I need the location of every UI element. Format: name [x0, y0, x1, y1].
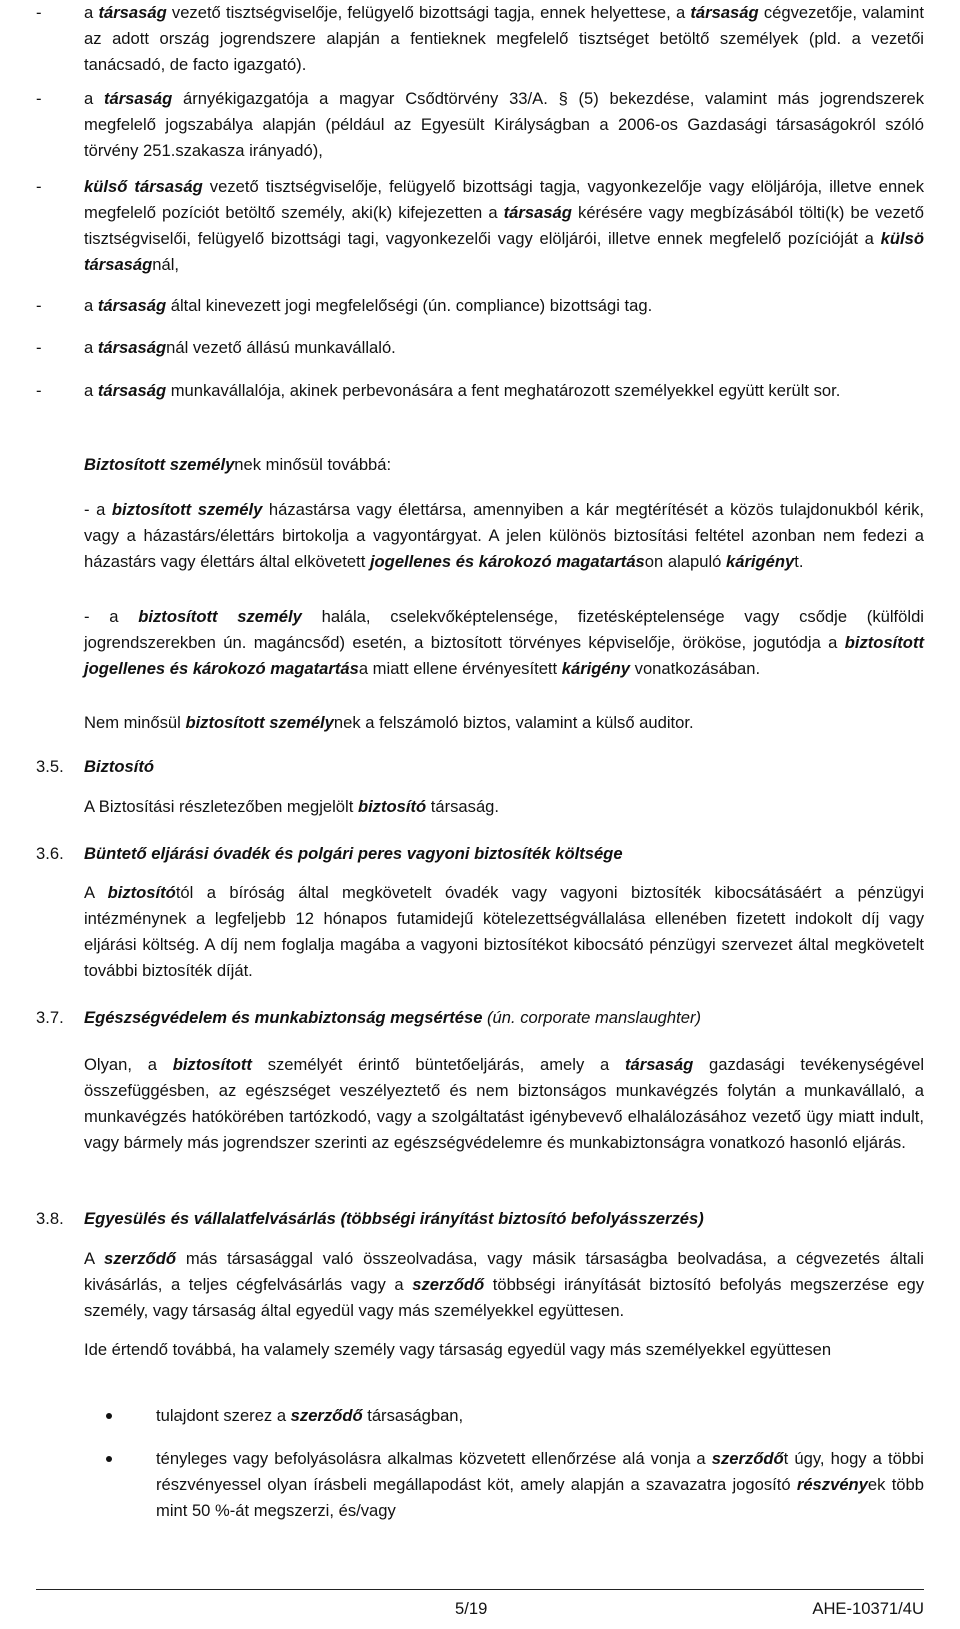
insured-paragraph	[84, 497, 924, 575]
emphasized-term: biztosított jogellenes és károkozó magatartás	[84, 633, 924, 678]
text-run: gazdasági tevékenységével összefüggésben, az egészséget veszélyeztető és nem biztonságos munkavégzés folytán a munkavállaló, a munkavégzés hatókörében tartózkodó, vagy a szolgáltatást igénybevevő elhalálozásához vezető ügy miatt indult, vagy bármely más jogrendszer szerinti az egészségvédelemre és munkabiztonságra vonatkozó hasonló eljárás.	[84, 1055, 925, 1152]
text-run: nek minősül továbbá:	[234, 455, 392, 474]
text-run: A	[84, 883, 108, 902]
text-run: a	[84, 381, 98, 400]
text-run: vezető tisztségviselője, felügyelő bizottsági tagja, ennek helyettese, a	[166, 3, 691, 22]
emphasized-term: Biztosító	[84, 757, 155, 776]
section-number: 3.7.	[36, 1008, 64, 1027]
section-number: 3.8.	[36, 1209, 64, 1228]
text-run: nál,	[152, 255, 180, 274]
section-body	[84, 1246, 924, 1324]
text-run: tényleges vagy befolyásolásra alkalmas közvetett ellenőrzése alá vonja a	[156, 1449, 712, 1468]
text-run: társaságban,	[362, 1406, 464, 1425]
emphasized-term: társaság	[503, 203, 572, 222]
dash-marker: -	[36, 338, 42, 357]
text-run: tól a bíróság által megkövetelt óvadék vagy vagyoni biztosíték kibocsátásáért a pénzügyi intézménynek a legfeljebb 12 hónapos futamidejű kötelezettségvállalása ellenében fizetett indokolt díj vagy eljárási költség. A díj nem foglalja magába a vagyoni biztosítékot kibocsátó pénzügyi szervezet által megkövetelt további biztosíték díját.	[84, 883, 925, 980]
emphasized-term: biztosított	[172, 1055, 252, 1074]
text-run: cégvezetője, valamint az adott ország jogrendszere alapján a fentieknek megfelelő tisztséget betöltő személyek (pld. a vezetői tanácsadó, de facto igazgató).	[84, 3, 925, 74]
text-run: A Biztosítási részletezőben megjelölt	[84, 797, 358, 816]
section-title	[84, 841, 623, 867]
dash-marker: -	[36, 3, 42, 22]
document-reference: AHE-10371/4U	[812, 1599, 924, 1618]
section-number: 3.6.	[36, 844, 64, 863]
text-run: - a	[84, 500, 112, 519]
text-run: házastársa vagy élettársa, amennyiben a kár megtérítését a közös tulajdonukból kérik, vagy a házastárs/élettárs birtokolja a vagyontárgyat. A jelen különös biztosítási feltétel azonban nem fedezi a házastárs vagy élettárs által elkövetett	[84, 500, 924, 571]
text-run: személyét érintő büntetőeljárás, amely a	[251, 1055, 625, 1074]
emphasized-term: biztosított személy	[138, 607, 302, 626]
emphasized-term: társaság	[690, 3, 759, 22]
text-run: nek a felszámoló biztos, valamint a külső auditor.	[333, 713, 694, 732]
emphasized-term: társaság	[98, 3, 167, 22]
text-run: t.	[794, 552, 804, 571]
emphasized-term: jogellenes és károkozó magatartás	[369, 552, 645, 571]
emphasized-term: Biztosított személy	[84, 455, 235, 474]
emphasized-term: Egészségvédelem és munkabiztonság megsértése	[84, 1008, 483, 1027]
insured-heading	[84, 452, 924, 478]
dash-marker: -	[36, 296, 42, 315]
emphasized-term: részvény	[796, 1475, 868, 1494]
emphasized-term: Büntető eljárási óvadék és polgári peres vagyoni biztosíték költsége	[84, 844, 623, 863]
emphasized-term: biztosított személy	[185, 713, 334, 732]
dash-marker: -	[36, 89, 42, 108]
bullet-icon	[106, 1413, 112, 1419]
text-run: vezető tisztségviselője, felügyelő bizottsági tagja, vagyonkezelője vagy elöljárója, illetve ennek megfelelő pozíciót betöltő személy, aki(k) kifejezetten a	[84, 177, 924, 222]
section-body	[84, 1052, 924, 1156]
section-title	[84, 1005, 701, 1031]
dash-item	[36, 378, 924, 404]
section-title	[84, 1206, 704, 1232]
emphasized-term: társaság	[97, 381, 167, 400]
emphasized-term: biztosított személy	[111, 500, 263, 519]
text-run: Nem minősül	[84, 713, 186, 732]
emphasized-term: biztosító	[357, 797, 427, 816]
text-run: A	[84, 1249, 105, 1268]
emphasized-term: külsö társaság	[84, 229, 924, 274]
text-run: árnyékigazgatója a magyar Csődtörvény 33/A. § (5) bekezdése, valamint más jogrendszerek megfelelő jogszabálya alapján (például az Egyesült Királyságban a 2006-os Gazdasági társaságokról szóló törvény 251.szakasza irányadó),	[84, 89, 924, 160]
text-run: ek több mint 50 %-át megszerzi, és/vagy	[156, 1475, 924, 1520]
text-run: t úgy, hogy a többi részvényessel olyan írásbeli megállapodást köt, amely alapján a szavazatra jogosító	[156, 1449, 924, 1494]
text-run: halála, cselekvőképtelensége, fizetésképtelensége vagy csődje (külföldi jogrendszerekben ún. magáncsőd) esetén, a biztosított törvényes képviselője, örököse, jogutódja a	[84, 607, 924, 652]
text-run: munkavállalója, akinek perbevonására a fent meghatározott személyekkel együtt került sor.	[166, 381, 841, 400]
text-run: más társasággal való összeolvadása, vagy másik társaságba beolvadása, a cégvezetés általi kivásárlás, a teljes cégfelvásárlás vagy a	[84, 1249, 924, 1294]
text-run: társaság.	[426, 797, 500, 816]
emphasized-term: társaság	[103, 89, 173, 108]
dash-item	[36, 174, 924, 278]
emphasized-term: biztosító	[107, 883, 176, 902]
bullet-item	[156, 1446, 924, 1524]
bullet-icon	[106, 1456, 112, 1462]
section-title	[84, 754, 154, 780]
insured-paragraph	[84, 604, 924, 682]
section-body	[84, 794, 924, 820]
text-run: többségi irányítását biztosító befolyás megszerzése egy személy, vagy társaság által egyedül vagy más személyekkel együttesen.	[84, 1275, 924, 1320]
text-run: nál vezető állású munkavállaló.	[166, 338, 396, 357]
text-run: Ide értendő továbbá, ha valamely személy vagy társaság egyedül vagy más személyekkel együttesen	[84, 1340, 832, 1359]
text-run: által kinevezett jogi megfelelőségi (ún. compliance) bizottsági tag.	[166, 296, 653, 315]
emphasized-term: szerződő	[290, 1406, 363, 1425]
emphasized-term: szerződő	[711, 1449, 784, 1468]
emphasized-term: szerződő	[104, 1249, 176, 1268]
emphasized-term: társaság	[97, 338, 167, 357]
emphasized-term: társaság	[624, 1055, 694, 1074]
emphasized-term: Egyesülés és vállalatfelvásárlás (többségi irányítást biztosító befolyásszerzés)	[84, 1209, 704, 1228]
dash-item	[36, 0, 924, 78]
emphasized-term: kárigény	[725, 552, 795, 571]
text-run: a	[84, 296, 98, 315]
text-run: a	[84, 89, 104, 108]
text-run: kérésére vagy megbízásából tölti(k) be vezető tisztségviselői, felügyelő bizottsági tagi, vagyonkezelői vagy elöljárói, illetve ennek megfelelő pozícióját a	[84, 203, 924, 248]
dash-item	[36, 335, 924, 361]
dash-item	[36, 293, 924, 319]
text-run: a miatt ellene érvényesített	[358, 659, 562, 678]
page-number: 5/19	[455, 1599, 488, 1618]
section-body	[84, 1337, 924, 1363]
dash-item	[36, 86, 924, 164]
text-run: - a	[84, 607, 139, 626]
dash-marker: -	[36, 381, 42, 400]
text-run: a	[84, 338, 98, 357]
insured-note	[84, 710, 924, 736]
emphasized-term: (ún. corporate manslaughter)	[482, 1008, 702, 1027]
emphasized-term: szerződő	[412, 1275, 485, 1294]
footer-divider	[36, 1589, 924, 1590]
text-run: Olyan, a	[84, 1055, 173, 1074]
text-run: on alapuló	[644, 552, 726, 571]
emphasized-term: külső társaság	[84, 177, 203, 196]
bullet-item	[156, 1403, 924, 1429]
section-body	[84, 880, 924, 984]
section-number: 3.5.	[36, 757, 64, 776]
text-run: tulajdont szerez a	[156, 1406, 291, 1425]
dash-marker: -	[36, 177, 42, 196]
emphasized-term: társaság	[97, 296, 167, 315]
text-run: a	[84, 3, 99, 22]
emphasized-term: kárigény	[561, 659, 631, 678]
text-run: vonatkozásában.	[630, 659, 761, 678]
